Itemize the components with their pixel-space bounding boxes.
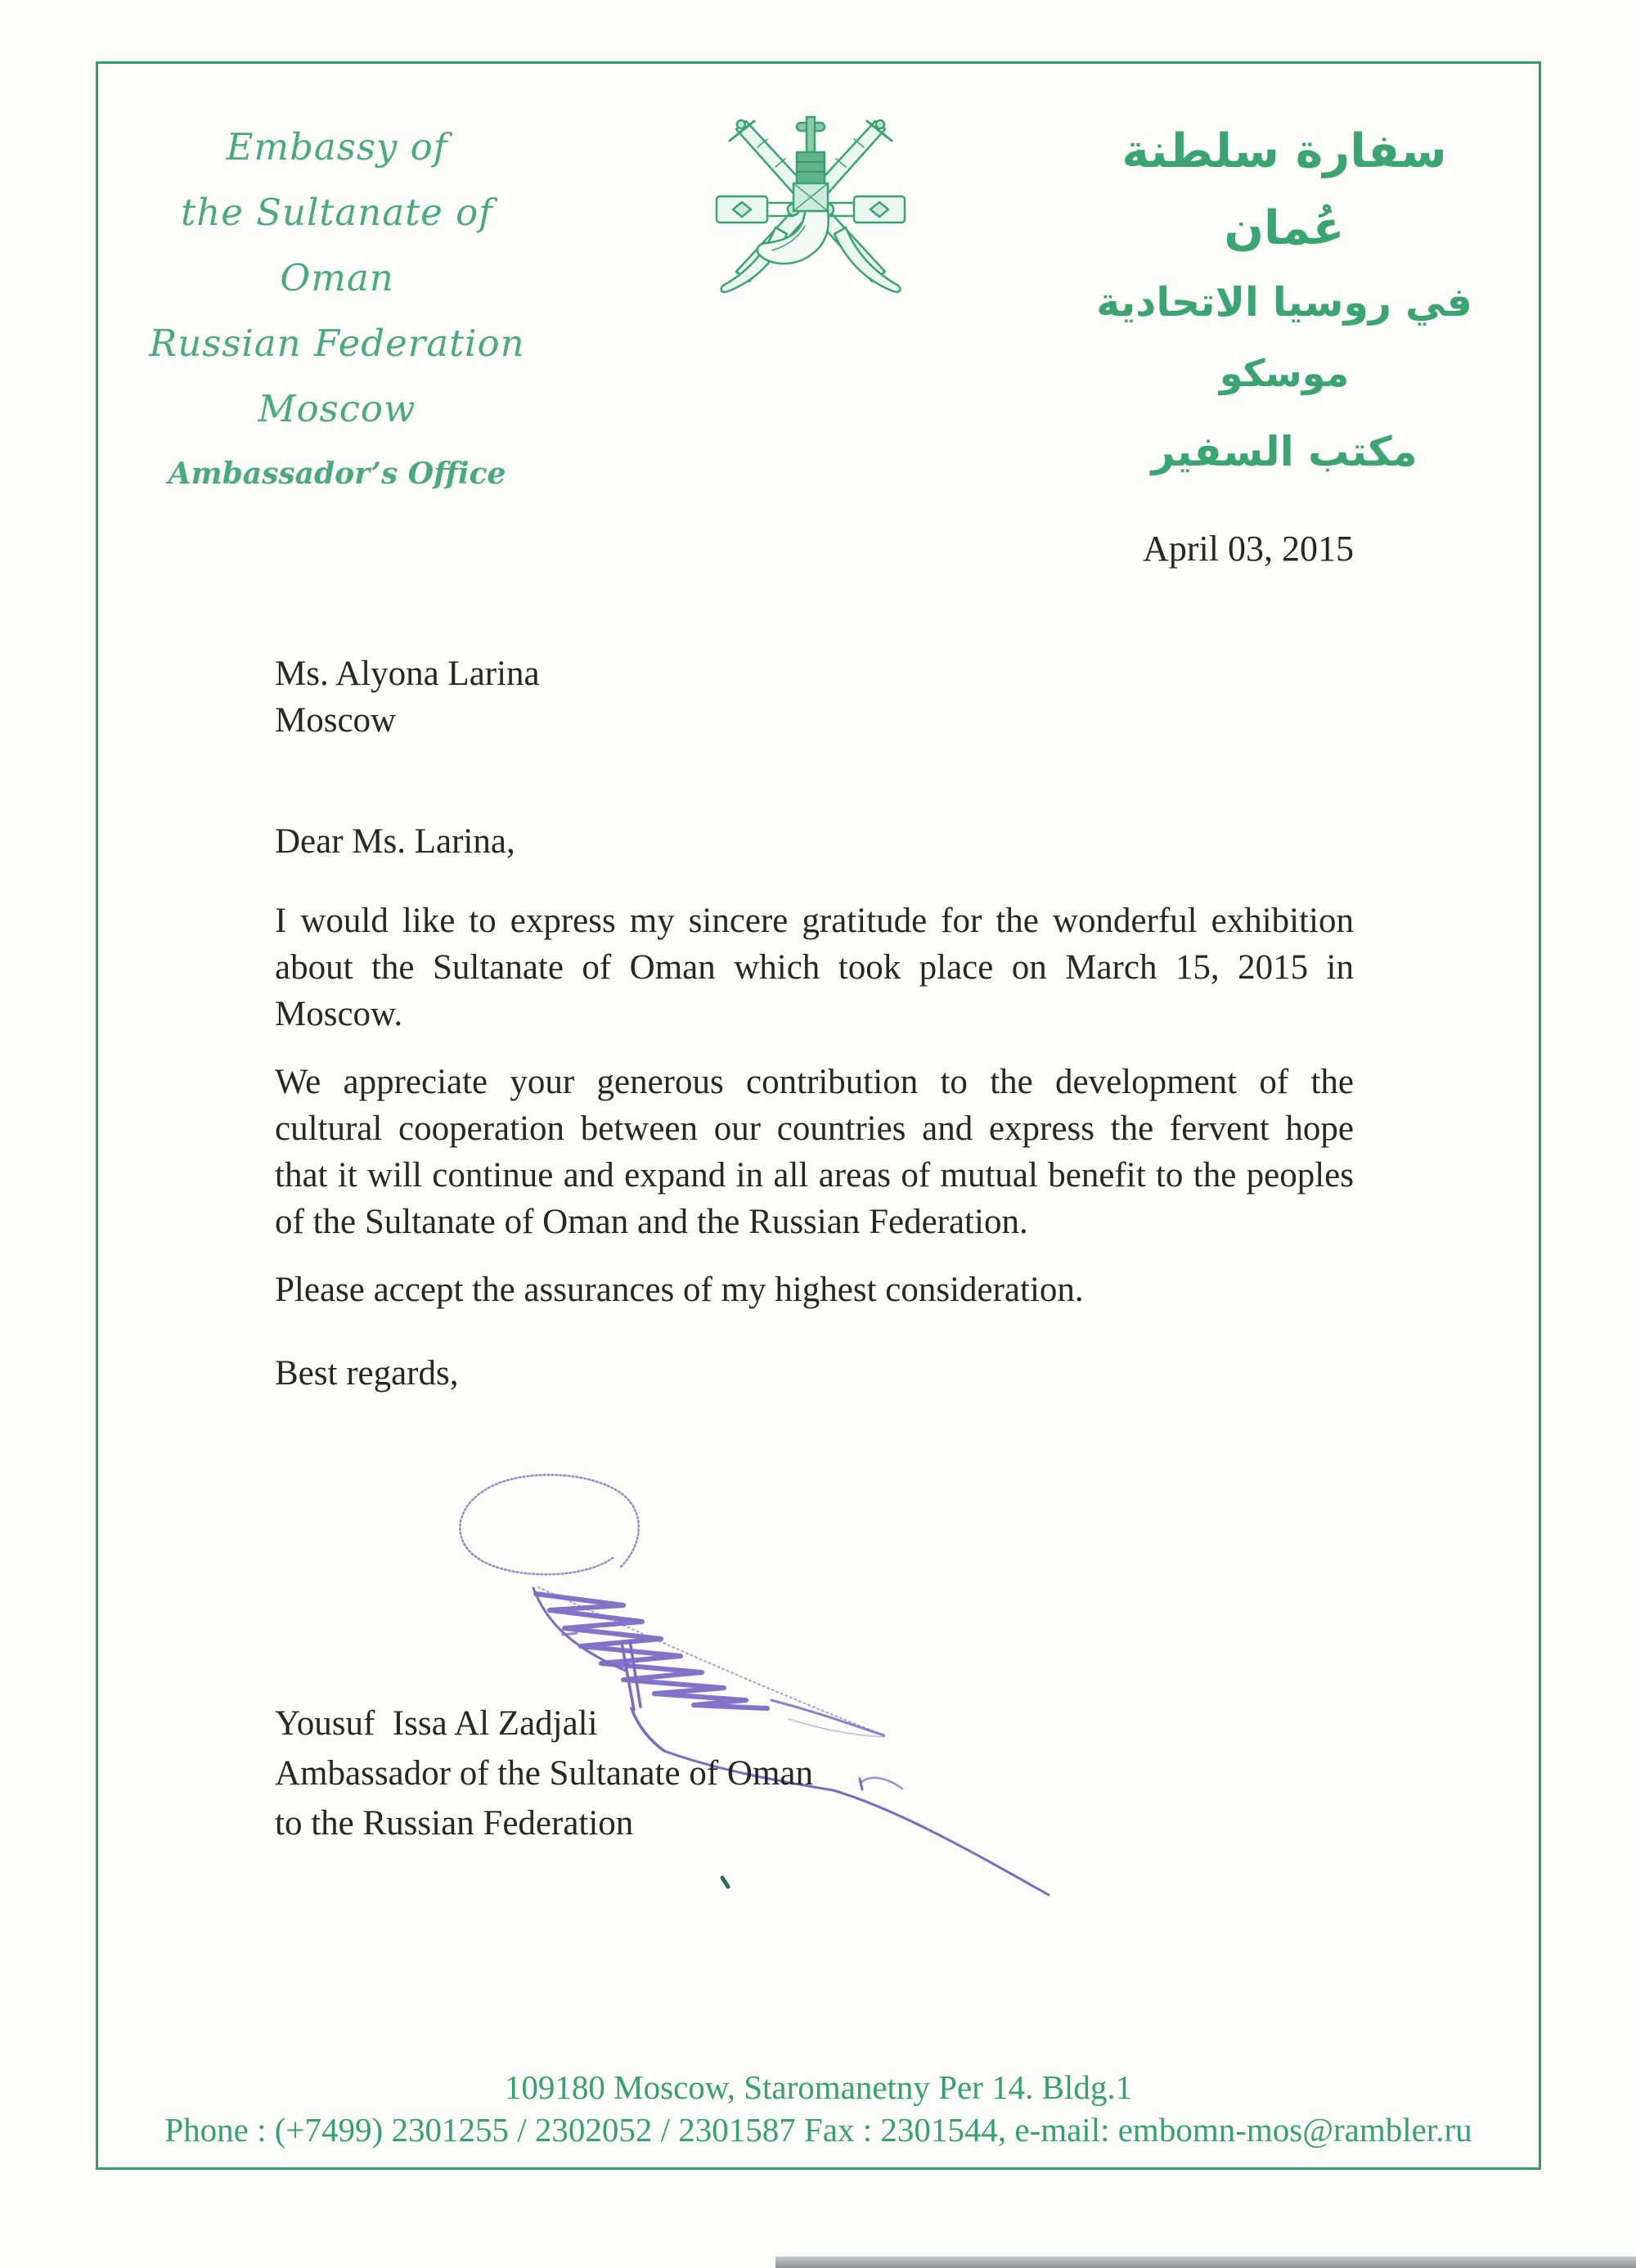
stray-pen-mark [722,1878,728,1887]
signatory-title-line-1: Ambassador of the Sultanate of Oman [275,1754,813,1793]
signatory-title-line-2: to the Russian Federation [275,1804,634,1843]
closing-line: Please accept the assurances of my highest consideration. [275,1271,1084,1309]
footer-contacts: Phone : (+7499) 2301255 / 2302052 / 2301587 Fax : 2301544, e-mail: embomn-mos@rambler.ru [164,2111,1472,2149]
letterhead-english [141,115,533,497]
recipient-block [275,650,1354,744]
signatory-name: Yousuf Issa Al Zadjali [275,1704,598,1743]
letterhead-line-ambassadors-office: Ambassador’s Office [168,457,506,491]
letterhead-line-moscow: Moscow [258,387,416,430]
paragraph-1-line-1: I would like to express my sincere gratitude for the wonderful exhibition [275,902,1354,940]
paragraph-2-line-2: cultural cooperation between our countries and express the fervent hope [275,1109,1354,1148]
letterhead-line-embassy-of: Embassy of [226,125,448,169]
oman-national-emblem-icon [708,111,913,316]
letterhead-arabic-embassy: سفارة سلطنة عُمان [1121,124,1447,255]
footer-address: 109180 Moscow, Staromanetny Per 14. Bldg.1 [504,2068,1133,2106]
letterhead-arabic-ambassadors-office: مكتب السفير [1151,428,1418,475]
salutation: Dear Ms. Larina, [275,822,515,861]
paragraph-1-line-3: Moscow. [275,995,403,1033]
letterhead-line-sultanate: the Sultanate of Oman [181,191,493,299]
paragraph-1-line-2: about the Sultanate of Oman which took place on March 15, 2015 in [275,948,1354,987]
footer [96,2067,1541,2152]
letterhead-arabic-moscow: موسكو [1219,351,1350,395]
paragraph-2-line-3: that it will continue and expand in all areas of mutual benefit to the peoples [275,1156,1354,1195]
letterhead-line-russian-federation: Russian Federation [149,322,525,365]
sign-off: Best regards, [275,1354,459,1393]
signature-ink [442,1465,1072,1927]
scan-edge-artifact [775,2257,1636,2268]
letterhead-arabic [1067,113,1501,489]
paragraph-2-line-1: We appreciate your generous contribution to the development of the [275,1063,1354,1101]
paragraph-1 [275,898,1354,1037]
recipient-city: Moscow [275,701,397,740]
signatory-block [275,1699,1354,1848]
paragraph-2 [275,1059,1354,1245]
paragraph-2-line-4: of the Sultanate of Oman and the Russian Federation. [275,1203,1028,1241]
letter-date: April 03, 2015 [1143,529,1354,569]
recipient-name: Ms. Alyona Larina [275,655,540,693]
letterhead-arabic-russian-federation: في روسيا الاتحادية [1096,279,1472,326]
